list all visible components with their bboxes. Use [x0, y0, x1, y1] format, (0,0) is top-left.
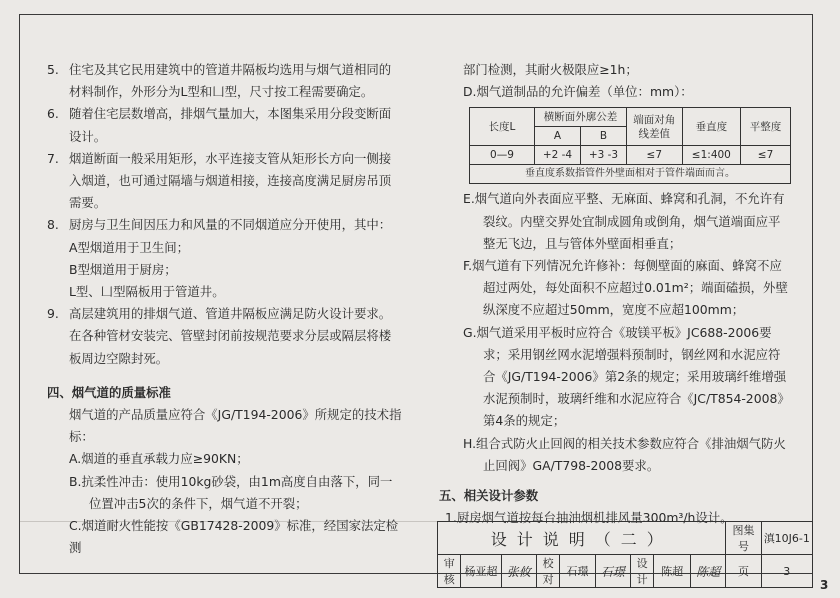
item-7: [47, 148, 402, 215]
item-number: 8.: [47, 217, 59, 233]
item-number: 6.: [47, 106, 59, 122]
item-number: 9.: [47, 306, 59, 322]
atlas-label: 图集号: [726, 522, 761, 555]
check-label: 校对: [536, 555, 559, 588]
section-5-title: 五、相关设计参数: [439, 488, 539, 504]
atlas-number: 滇10J6-1: [761, 522, 812, 555]
item-8: [47, 214, 402, 236]
designer-signature: 陈超: [691, 555, 726, 588]
section-h: H.组合式防火止回阀的相关技术参数应符合《排油烟气防火止回阀》GA/T798-2008要求。: [463, 435, 786, 473]
left-column: [47, 59, 402, 559]
page-value: 3: [761, 555, 812, 588]
section-4-a: A.烟道的垂直承载力应≥90KN；: [69, 451, 249, 467]
td-b: +3 -3: [580, 146, 626, 165]
section-5-item-1: 1.厨房烟气道按每台抽油烟机排风量300m³/h设计。: [445, 510, 733, 526]
checker-name: 石璟: [560, 555, 595, 588]
design-label: 设计: [630, 555, 653, 588]
section-4-b: B.抗柔性冲击：使用10kg砂袋，由1m高度自由落下，同一位置冲击5次的条件下，烟气道不开裂；: [69, 473, 393, 511]
page-number: 3: [820, 578, 829, 592]
th-diagonal: 端面对角线差值: [626, 108, 682, 146]
item-8-sub-b: B型烟道用于厨房；: [69, 261, 177, 277]
item-number: 5.: [47, 62, 59, 77]
section-4-title: 四、烟气道的质量标准: [47, 384, 171, 400]
section-g: G.烟气道采用平板时应符合《玻镁平板》JC688-2006要求；采用钢丝网水泥增强料预制时，钢丝网和水泥应符合《JG/T194-2006》第2条的规定；采用玻璃纤维增强水泥预制时，玻璃纤维和水泥应符合《JC/T854-2008》第4条的规定；: [463, 324, 790, 429]
td-flatness: ≤7: [741, 146, 791, 165]
reviewer-signature: 张攸: [501, 555, 536, 588]
title-block-title: 设计说明（二）: [438, 522, 726, 555]
th-b: B: [580, 127, 626, 146]
th-length: 长度L: [470, 108, 535, 146]
item-text: 随着住宅层数增高，排烟气量加大，本图集采用分段变断面设计。: [69, 106, 392, 144]
tolerance-table: [469, 107, 791, 184]
table-note: 垂直度系数指管件外壁面相对于管件端面而言。: [470, 165, 791, 184]
right-column: [441, 59, 791, 529]
item-8-sub-l: L型、凵型隔板用于管道井。: [69, 284, 225, 300]
section-e: E.烟气道向外表面应平整、无麻面、蜂窝和孔洞，不允许有裂纹。内壁交界处宜制成圆角或倒角，烟气道端面应平整无飞边，且与管体外壁面相垂直；: [463, 191, 785, 251]
item-text: 住宅及其它民用建筑中的管道井隔板均选用与烟气道相同的材料制作，外形分为L型和凵型，尺寸按工程需要确定。: [69, 62, 392, 100]
item-8-sub-a: A型烟道用于卫生间；: [69, 239, 189, 255]
section-f: F.烟气道有下列情况允许修补：每侧壁面的麻面、蜂窝不应超过两处，每处面积不应超过0.01m²；端面磕损，外壁纵深度不应超过50mm，宽度不应超100mm；: [463, 258, 788, 318]
title-block: [437, 521, 813, 588]
review-label: 审核: [438, 555, 461, 588]
checker-signature: 石璟: [595, 555, 630, 588]
item-text: 厨房与卫生间因压力和风量的不同烟道应分开使用，其中：: [69, 217, 392, 233]
section-4-c: C.烟道耐火性能按《GB17428-2009》标准，经国家法定检测: [69, 518, 399, 556]
section-4-intro: 烟气道的产品质量应符合《JG/T194-2006》所规定的技术指标：: [69, 407, 402, 445]
item-9: [47, 303, 402, 370]
td-diagonal: ≤7: [626, 146, 682, 165]
td-vertical: ≤1:400: [682, 146, 741, 165]
th-flatness: 平整度: [741, 108, 791, 146]
th-a: A: [534, 127, 580, 146]
item-5: [47, 59, 402, 103]
designer-name: 陈超: [654, 555, 691, 588]
continued-text: 部门检测，其耐火极限应≥1h；: [463, 62, 638, 77]
item-text: 烟道断面一般采用矩形，水平连接支管从矩形长方向一侧接入烟道，也可通过隔墙与烟道相接，连接高度满足厨房吊顶需要。: [69, 150, 392, 211]
section-d-title: D.烟气道制品的允许偏差（单位：mm）：: [463, 84, 693, 100]
td-a: +2 -4: [534, 146, 580, 165]
item-text: 高层建筑用的排烟气道、管道井隔板应满足防火设计要求。在各种管材安装完、管壁封闭前按规范要求分层或隔层将楼板周边空隙封死。: [69, 306, 392, 366]
item-6: [47, 103, 402, 147]
th-outer: 横断面外廓公差: [534, 108, 626, 127]
th-vertical: 垂直度: [682, 108, 741, 146]
page-label: 页: [726, 555, 761, 588]
td-length: 0—9: [470, 146, 535, 165]
item-number: 7.: [47, 150, 59, 166]
reviewer-name: 杨亚超: [461, 555, 501, 588]
